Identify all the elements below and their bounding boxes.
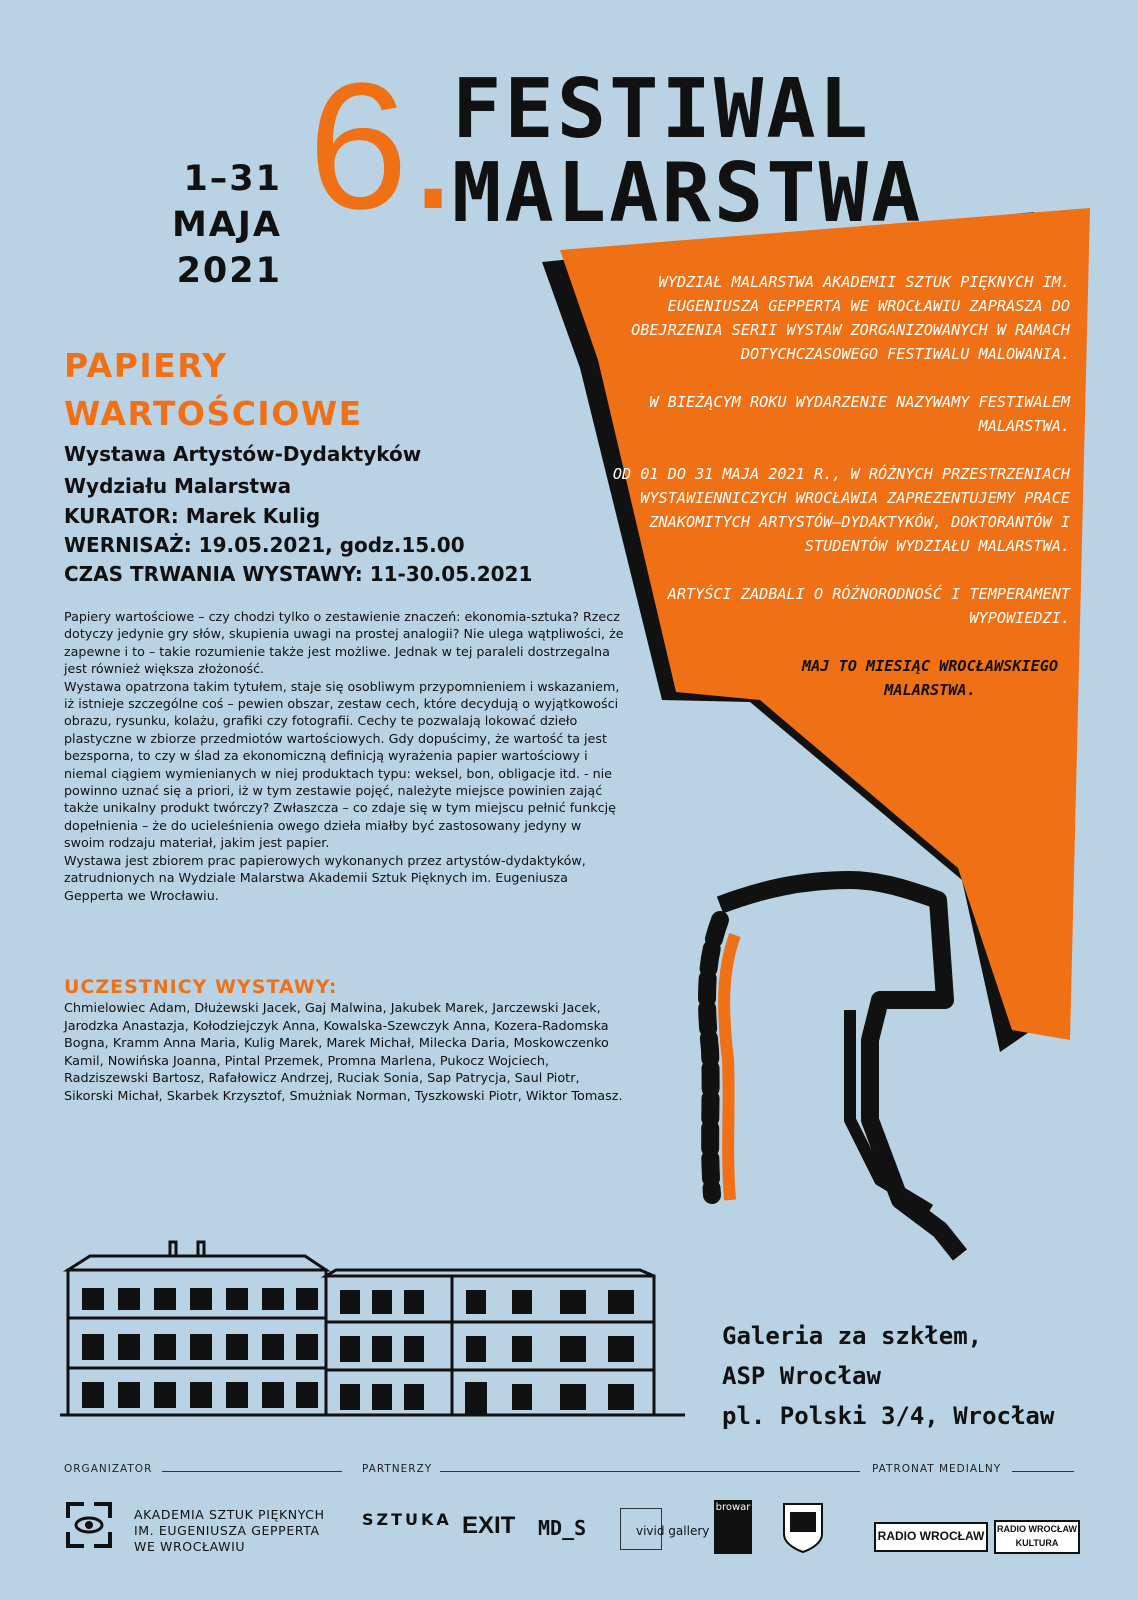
exhibition-subtitle-2: Wydziału Malarstwa <box>64 474 292 498</box>
description-p3: Wystawa jest zbiorem prac papierowych wykonanych przez artystów-dydaktyków, zatrudnionych na Wydziale Malarstwa Akademii Sztuk Pięknych im. Eugeniusza Gepperta we Wrocławiu. <box>64 852 586 903</box>
dates-line-2: 2021 <box>176 251 282 291</box>
org-line-1: AKADEMIA SZTUK PIĘKNYCH <box>134 1507 325 1522</box>
participants-list: Chmielowiec Adam, Dłużewski Jacek, Gaj Malwina, Jakubek Marek, Jarczewski Jacek, Jarodzka Anastazja, Kołodziejczyk Anna, Kowalska-Szewczyk Anna, Kozera-Radomska Bogna, Kramm Anna Maria, Kulig Marek, Marek Michał, Milecka Daria, Moskowczenko Kamil, Nowińska Joanna, Pintal Przemek, Promna Marlena, Pukocz Wojciech, Radziszewski Bartosz, Rafałowicz Andrzej, Ruciak Sonia, Sap Patrycja, Saul Piotr, Sikorski Michał, Skarbek Krzysztof, Smużniak Norman, Tyszkowski Piotr, Wiktor Tomasz. <box>64 1001 623 1104</box>
building-illustration <box>60 1240 700 1440</box>
venue-line-3: pl. Polski 3/4, Wrocław <box>722 1402 1055 1430</box>
festival-title <box>452 62 924 241</box>
org-line-2: IM. EUGENIUSZA GEPPERTA <box>134 1523 320 1538</box>
intro-p1: WYDZIAŁ MALARSTWA AKADEMII SZTUK PIĘKNYCH IM. EUGENIUSZA GEPPERTA WE WROCŁAWIU ZAPRASZA DO OBEJRZENIA SERII WYSTAW ZORGANIZOWANYCH W RAMACH DOTYCHCZASOWEGO FESTIWALU MALOWANIA. <box>631 273 1070 363</box>
partner-mds-logo: MD_S <box>538 1516 587 1540</box>
media-divider <box>1012 1471 1074 1472</box>
venue-line-1: Galeria za szkłem, <box>722 1322 983 1350</box>
title-line-2: MALARSTWA <box>452 146 924 241</box>
media-label: PATRONAT MEDIALNY <box>872 1463 1002 1475</box>
vernissage: WERNISAŻ: 19.05.2021, godz.15.00 <box>64 533 465 557</box>
venue-line-2: ASP Wrocław <box>722 1362 881 1390</box>
partner-sztuka-logo: SZTUKA <box>362 1510 452 1529</box>
organizer-label: ORGANIZATOR <box>64 1463 153 1475</box>
venue-address <box>722 1316 1054 1436</box>
partners-divider <box>440 1471 860 1472</box>
organizer-divider <box>162 1471 342 1472</box>
media-radio-kultura-logo: RADIO WROCŁAW KULTURA <box>994 1520 1080 1554</box>
description-p1: Papiery wartościowe – czy chodzi tylko o zestawienie znaczeń: ekonomia-sztuka? Rzecz dotyczy jedynie gry słów, skupienia uwagi na prostej analogii? Nie ulega wątpliwości, że zapewne i to – takie rozumienie także jest możliwe. Jednak w tej paraleli dostrzegalna jest również większa złożoność. <box>64 609 624 677</box>
description-p2: Wystawa opatrzona takim tytułem, staje się osobliwym przypomnieniem i wskazaniem, iż istnieje szczególne coś – pewien obszar, zestaw cech, które decydują o wyjątkowości obrazu, rysunku, kolażu, grafiki czy fotografii. Cechy te pozwalają lokować dzieło plastyczne w zbiorze przedmiotów wartościowych. Gdy dopuścimy, że wartość ta jest bezsporna, to czy w ślad za ekonomiczną definicją wyrażenia papier wartościowy i niemal ciągiem wymienianych w niej produktach typu: weksel, bon, obligacje itd. - nie powinno uznać się a priori, iż w tym zestawie pojęć, należyte miejsce powinien zająć także unikalny produkt twórczy? Zwłaszcza – co zdaje się w tym miejscu pełnić funkcję dopełnienia – że do ucieleśnienia owego dzieła miałby być zastosowany jedyny w swoim rodzaju materiał, jakim jest papier. <box>64 678 620 851</box>
dates-line-1: 1–31 MAJA <box>171 159 282 245</box>
exh-title-line-2: WARTOŚCIOWE <box>64 394 363 433</box>
curator: KURATOR: Marek Kulig <box>64 504 321 528</box>
asp-logo-icon <box>64 1500 114 1550</box>
museum-crest-icon <box>780 1496 826 1556</box>
organizer-name <box>134 1507 325 1555</box>
participants-heading: UCZESTNICY WYSTAWY: <box>64 976 338 998</box>
partner-vivid-logo: vivid gallery <box>636 1524 710 1538</box>
exhibition-subtitle-1: Wystawa Artystów-Dydaktyków <box>64 442 422 466</box>
title-line-1: FESTIWAL <box>452 62 871 157</box>
partners-label: PARTNERZY <box>362 1463 433 1475</box>
partner-browar-logo: browar <box>714 1500 752 1554</box>
intro-p4: ARTYŚCI ZADBALI O RÓŻNORODNOŚĆ I TEMPERAMENT WYPOWIEDZI. <box>667 585 1070 627</box>
intro-p5: MAJ TO MIESIĄC WROCŁAWSKIEGO MALARSTWA. <box>801 657 1059 699</box>
media-radio-wroclaw-logo: RADIO WROCŁAW <box>874 1522 988 1552</box>
edition-number: 6. <box>308 46 459 247</box>
exhibition-title <box>64 342 363 438</box>
festival-dates <box>60 156 282 294</box>
festival-intro <box>590 270 1070 726</box>
partner-exit-logo: EXIT <box>462 1512 516 1539</box>
exh-title-line-1: PAPIERY <box>64 346 228 385</box>
exhibition-duration: CZAS TRWANIA WYSTAWY: 11-30.05.2021 <box>64 562 533 586</box>
intro-p3: OD 01 DO 31 MAJA 2021 R., W RÓŻNYCH PRZESTRZENIACH WYSTAWIENNICZYCH WROCŁAWIA ZAPREZENTUJEMY PRACE ZNAKOMITYCH ARTYSTÓW–DYDAKTYKÓW, DOKTORANTÓW I STUDENTÓW WYDZIAŁU MALARSTWA. <box>612 465 1070 555</box>
intro-p2: W BIEŻĄCYM ROKU WYDARZENIE NAZYWAMY FESTIWALEM MALARSTWA. <box>649 393 1070 435</box>
exhibition-description <box>64 608 624 904</box>
org-line-3: WE WROCŁAWIU <box>134 1539 246 1554</box>
